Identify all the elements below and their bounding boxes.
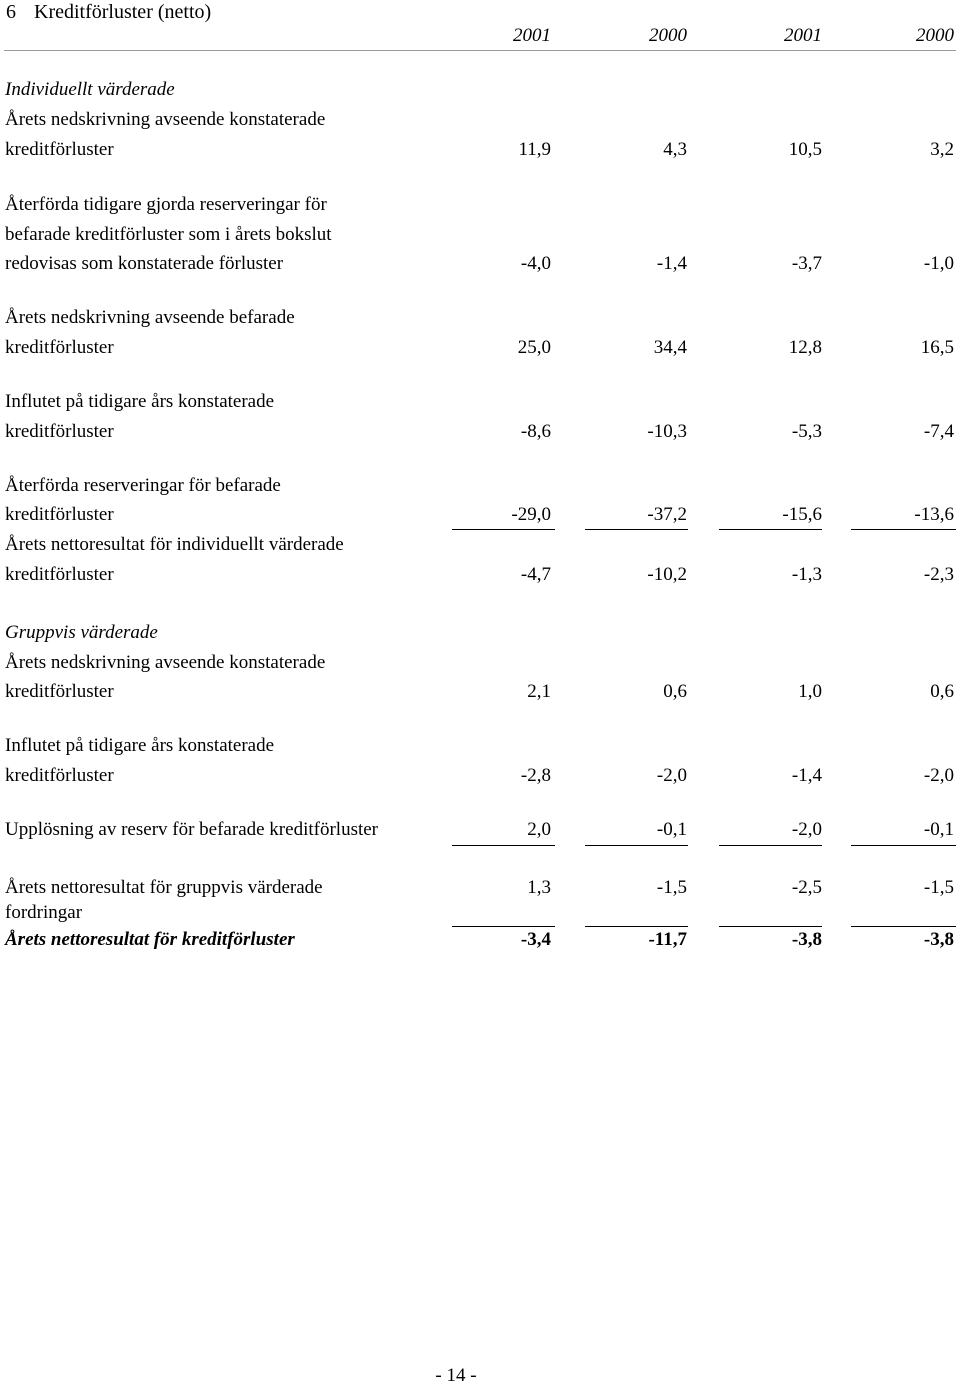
row-label: kreditförluster: [5, 504, 114, 525]
row-label: kreditförluster: [5, 421, 114, 442]
cell-value: 12,8: [788, 337, 822, 358]
table-row: [0, 105, 960, 135]
table-row: [0, 677, 960, 707]
cell-value: -29,0: [511, 504, 551, 525]
cell-value: -1,5: [656, 877, 687, 898]
row-label: Årets nedskrivning avseende konstaterade: [5, 652, 326, 673]
table-row: [0, 249, 960, 279]
note-number: 6: [6, 1, 16, 23]
subtotal-rule: [585, 845, 688, 846]
column-header: 2001: [513, 25, 551, 46]
row-label: kreditförluster: [5, 765, 114, 786]
cell-value: 34,4: [653, 337, 687, 358]
table-row: [0, 190, 960, 220]
cell-value: -2,3: [923, 564, 954, 585]
subtotal-rule: [719, 845, 822, 846]
table-row: [0, 560, 960, 590]
table-row: [0, 761, 960, 791]
table-row: [0, 417, 960, 447]
column-header-row: [0, 21, 960, 51]
total-row: [0, 925, 960, 955]
table-row: [0, 815, 960, 845]
cell-value: 4,3: [663, 139, 687, 160]
cell-value: 11,9: [518, 139, 551, 160]
cell-value: -13,6: [914, 504, 954, 525]
cell-value: 16,5: [920, 337, 954, 358]
cell-value: -10,3: [647, 421, 687, 442]
subtotal-rule: [851, 845, 956, 846]
cell-value: 0,6: [663, 681, 687, 702]
table-row: [0, 333, 960, 363]
section-heading: Gruppvis värderade: [5, 622, 158, 643]
cell-value: -1,4: [656, 253, 687, 274]
table-row: [0, 500, 960, 530]
cell-value: 10,5: [788, 139, 822, 160]
row-label: Influtet på tidigare års konstaterade: [5, 391, 275, 412]
row-label: Återförda reserveringar för befarade: [5, 475, 281, 496]
row-label: Årets nedskrivning avseende befarade: [5, 307, 295, 328]
cell-value: -2,0: [791, 819, 822, 840]
cell-value: -3,7: [791, 253, 822, 274]
row-label: fordringar: [5, 902, 83, 923]
cell-value: -0,1: [923, 819, 954, 840]
section-heading-row: [0, 75, 960, 105]
cell-value: -37,2: [647, 504, 687, 525]
cell-value: 2,1: [527, 681, 551, 702]
section-heading-row: [0, 618, 960, 648]
subtotal-rule: [452, 845, 555, 846]
cell-value: -7,4: [923, 421, 954, 442]
row-label: Influtet på tidigare års konstaterade: [5, 735, 275, 756]
row-label: Upplösning av reserv för befarade kreditförluster: [5, 819, 378, 840]
cell-value: -1,3: [791, 564, 822, 585]
total-value: -3,8: [923, 929, 954, 950]
cell-value: 1,3: [527, 877, 551, 898]
cell-value: -5,3: [791, 421, 822, 442]
row-label: Årets nedskrivning avseende konstaterade: [5, 109, 326, 130]
cell-value: -4,7: [520, 564, 551, 585]
row-label: befarade kreditförluster som i årets bokslut: [5, 224, 332, 245]
table-row: [0, 220, 960, 250]
row-label: kreditförluster: [5, 139, 114, 160]
cell-value: -2,0: [656, 765, 687, 786]
row-label: Återförda tidigare gjorda reserveringar för: [5, 194, 327, 215]
header-divider: [4, 50, 956, 51]
table-row: [0, 471, 960, 501]
cell-value: 0,6: [930, 681, 954, 702]
table-row: [0, 648, 960, 678]
row-label: redovisas som konstaterade förluster: [5, 253, 284, 274]
table-row: [0, 898, 960, 928]
total-value: -3,4: [520, 929, 551, 950]
total-value: -3,8: [791, 929, 822, 950]
row-label: kreditförluster: [5, 681, 114, 702]
cell-value: -15,6: [782, 504, 822, 525]
cell-value: -10,2: [647, 564, 687, 585]
cell-value: -4,0: [520, 253, 551, 274]
cell-value: -2,0: [923, 765, 954, 786]
total-value: -11,7: [648, 929, 687, 950]
cell-value: -2,5: [791, 877, 822, 898]
row-label: Årets nettoresultat för gruppvis värderade: [5, 877, 323, 898]
cell-value: -1,5: [923, 877, 954, 898]
cell-value: -1,0: [923, 253, 954, 274]
table-row: [0, 387, 960, 417]
cell-value: -2,8: [520, 765, 551, 786]
column-header: 2000: [649, 25, 687, 46]
table-row: [0, 303, 960, 333]
column-header: 2000: [916, 25, 954, 46]
cell-value: -0,1: [656, 819, 687, 840]
cell-value: -8,6: [520, 421, 551, 442]
table-row: [0, 530, 960, 560]
cell-value: 3,2: [930, 139, 954, 160]
row-label: Årets nettoresultat för individuellt värderade: [5, 534, 344, 555]
cell-value: -1,4: [791, 765, 822, 786]
cell-value: 1,0: [798, 681, 822, 702]
row-label: kreditförluster: [5, 564, 114, 585]
total-label: Årets nettoresultat för kreditförluster: [5, 929, 295, 950]
page-number: - 14 -: [435, 1365, 477, 1386]
table-row: [0, 731, 960, 761]
note-title: Kreditförluster (netto): [34, 1, 212, 23]
cell-value: 25,0: [517, 337, 551, 358]
table-row: [0, 135, 960, 165]
cell-value: 2,0: [527, 819, 551, 840]
section-heading: Individuellt värderade: [5, 79, 175, 100]
row-label: kreditförluster: [5, 337, 114, 358]
column-header: 2001: [784, 25, 822, 46]
